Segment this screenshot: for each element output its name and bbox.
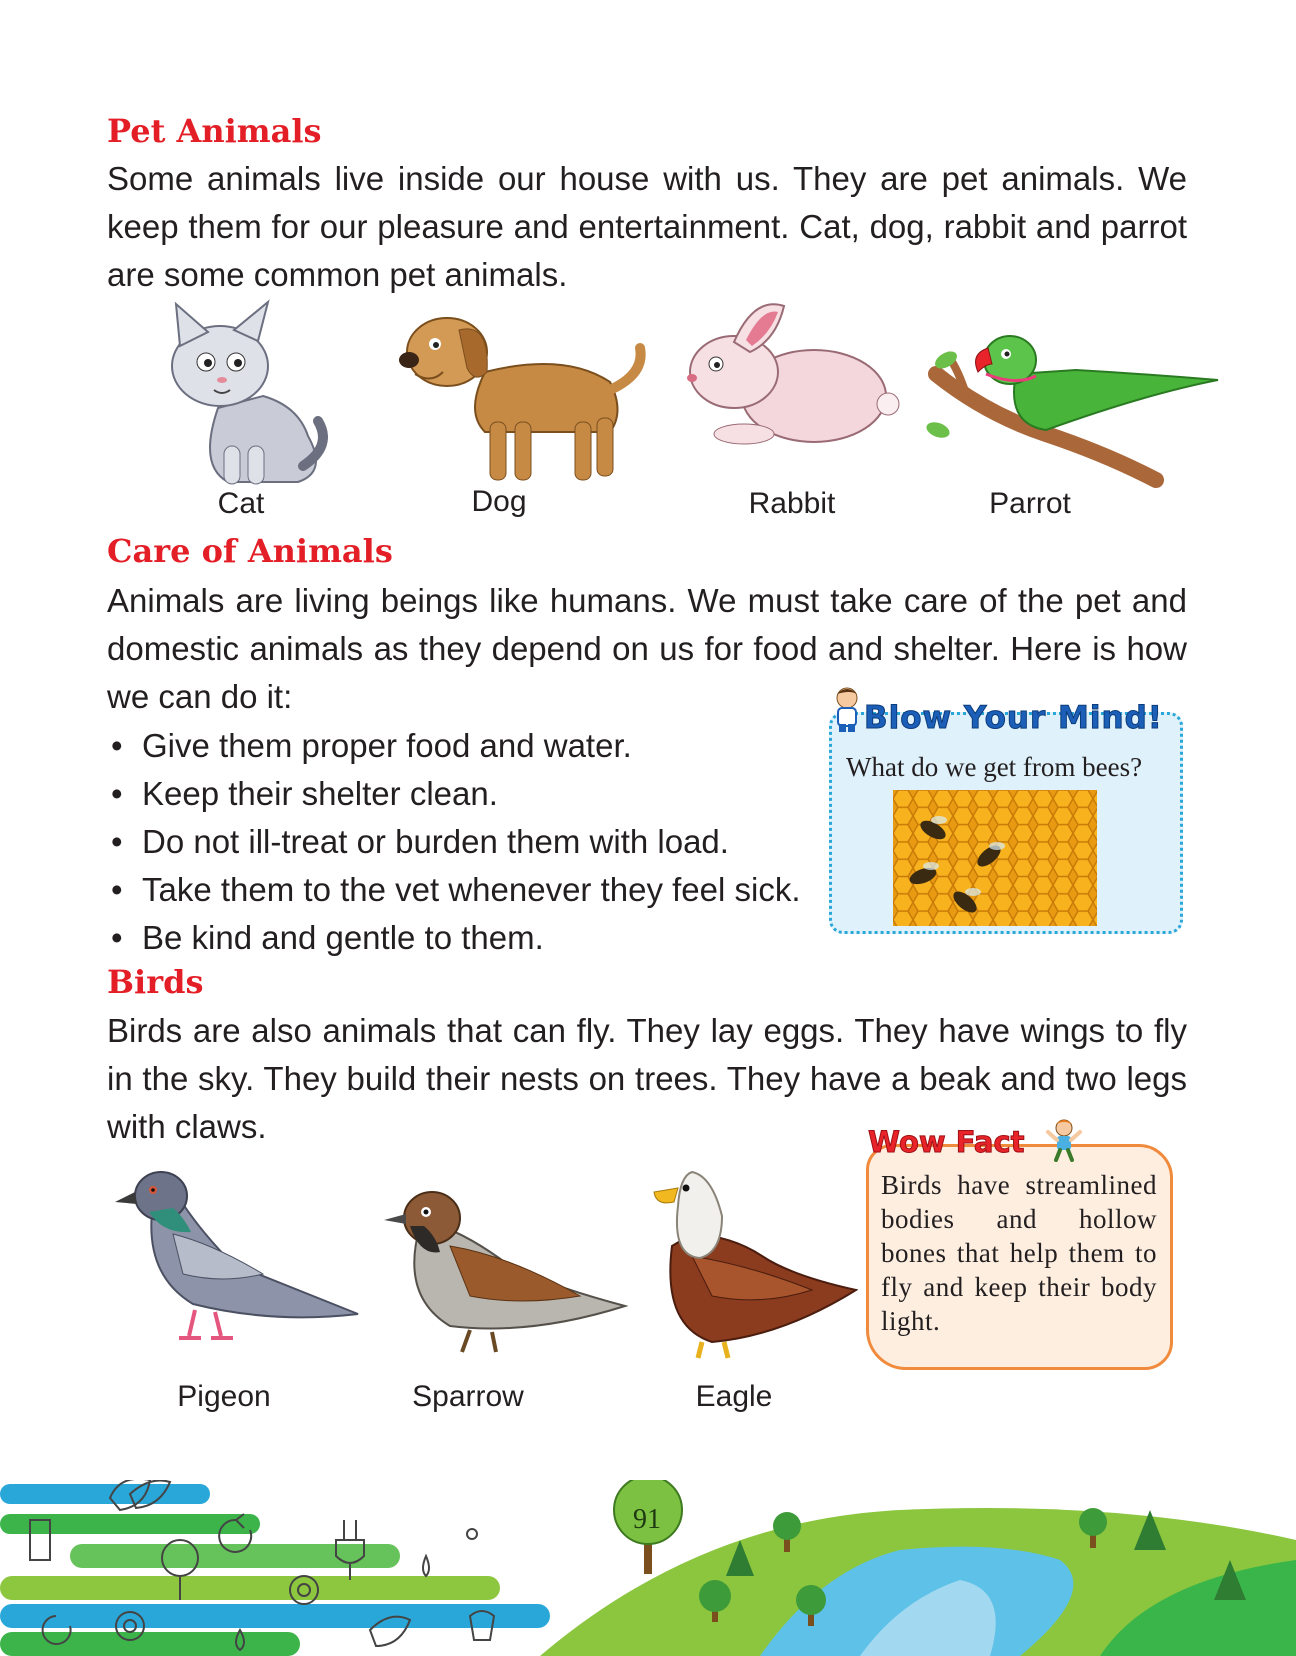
cat-illustration	[158, 296, 328, 492]
caption-rabbit: Rabbit	[748, 487, 836, 520]
rabbit-illustration	[684, 300, 900, 448]
sparrow-illustration	[380, 1186, 628, 1360]
wow-fact-text: Birds have streamlined bodies and hollow bones that help them to fly and keep their body light.	[881, 1170, 1157, 1336]
care-bullet-list	[107, 722, 801, 962]
caption-pigeon: Pigeon	[177, 1380, 271, 1413]
list-item: • Keep their shelter clean.	[111, 775, 498, 812]
caption-sparrow: Sparrow	[412, 1380, 524, 1413]
caption-cat: Cat	[217, 487, 265, 520]
eagle-illustration	[652, 1166, 858, 1364]
list-item: • Give them proper food and water.	[111, 727, 632, 764]
blow-your-mind-question: What do we get from bees?	[846, 752, 1143, 782]
wow-fact-title: Wow Fact	[868, 1125, 1025, 1159]
honeycomb-bees-image	[893, 790, 1097, 926]
list-item: • Be kind and gentle to them.	[111, 919, 544, 956]
pet-animals-paragraph: Some animals live inside our house with us. They are pet animals. We keep them for our pleasure and entertainment. Cat, dog, rabbit and parrot are some common pet animals.	[107, 160, 1187, 293]
parrot-illustration	[926, 334, 1222, 490]
heading-care-of-animals: Care of Animals	[107, 532, 393, 570]
caption-dog: Dog	[471, 485, 527, 518]
page-number: 91	[633, 1504, 661, 1535]
kid-mascot-icon	[1046, 1118, 1082, 1162]
list-item: • Take them to the vet whenever they feel sick.	[111, 871, 801, 908]
dog-illustration	[395, 312, 649, 490]
care-paragraph: Animals are living beings like humans. We must take care of the pet and domestic animals as they depend on us for food and shelter. Here is how we can do it:	[107, 582, 1187, 715]
blow-your-mind-title: Blow Your Mind!	[864, 700, 1163, 736]
list-item: • Do not ill-treat or burden them with load.	[111, 823, 729, 860]
boy-mascot-icon	[830, 686, 864, 732]
birds-paragraph: Birds are also animals that can fly. They lay eggs. They have wings to fly in the sky. They build their nests on trees. They have a beak and two legs with claws.	[107, 1012, 1187, 1145]
pigeon-illustration	[113, 1164, 363, 1354]
heading-birds: Birds	[107, 963, 204, 1001]
caption-parrot: Parrot	[989, 487, 1071, 520]
caption-eagle: Eagle	[695, 1380, 773, 1413]
heading-pet-animals: Pet Animals	[107, 112, 322, 150]
